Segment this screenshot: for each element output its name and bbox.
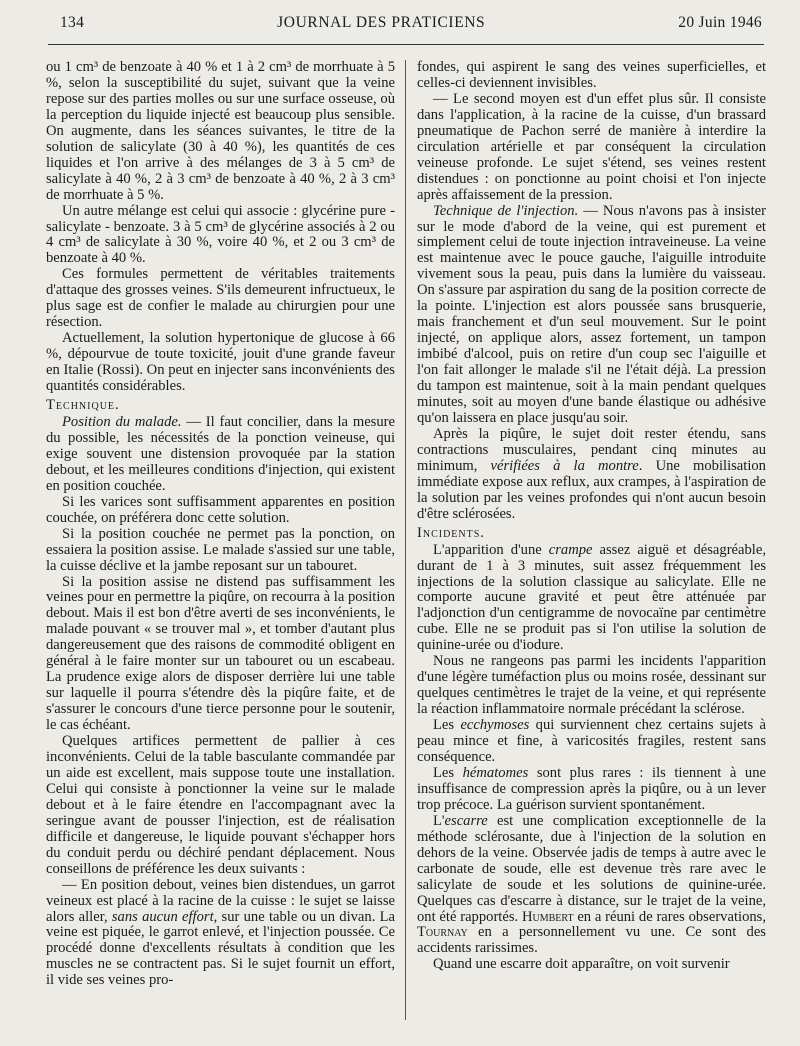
subheading-injection: Technique de l'injection. xyxy=(433,202,579,219)
paragraph-text: en a réuni de rares observations, xyxy=(573,908,766,925)
emphasis: ecchymoses xyxy=(460,717,530,734)
paragraph-text: L'apparition d'une xyxy=(433,541,549,558)
paragraph xyxy=(417,718,766,766)
paragraph: Nous ne rangeons pas parmi les incidents l'apparition d'une légère tuméfaction plus ou moins rosée, dessinant sur quelques centimètres le trajet de la veine, et qui représente la réaction inflammatoire normale précédant la sclérose. xyxy=(417,653,766,718)
paragraph xyxy=(417,427,766,523)
paragraph: fondes, qui aspirent le sang des veines superficielles, et celles-ci deviennent invisibles. xyxy=(417,59,766,91)
paragraph-text: — En position debout, veines bien distendues, un garrot veineux est placé à la racine de la cuisse : le sujet se laisse alors aller, xyxy=(46,876,395,925)
paragraph-text: est une complication exceptionnelle de la méthode sclérosante, due à l'injection de la solution en dehors de la veine. Observée jadis de temps à autre avec le carbonate de soude, elle est devenue très rare avec le salicylate de soude et les solutions de quinine-urée. Quelques cas d'escarre à distance, sur le trajet de la veine, ont été rapportés. xyxy=(417,812,766,925)
paragraph-text: qui surviennent chez certains sujets à peau mince et fine, à varicosités fragiles, restent sans conséquence. xyxy=(417,717,766,765)
paragraph xyxy=(46,415,395,495)
emphasis: sans aucun effort xyxy=(111,908,214,925)
paragraph-text: Après la piqûre, le sujet doit rester étendu, sans contractions musculaires, pendant cinq minutes au minimum, xyxy=(417,425,766,474)
paragraph: Si les varices sont suffisamment apparentes en position couchée, on préférera donc cette solution. xyxy=(46,493,395,526)
emphasis: hématomes xyxy=(462,764,529,781)
paragraph: Si la position couchée ne permet pas la ponction, on essaiera la position assise. Le malade s'assied sur une table, la cuisse déclive et la jambe reposant sur un tabouret. xyxy=(46,525,395,574)
paragraph-text: . Une mobilisation immédiate expose aux reflux, aux crampes, à l'aspiration de la solution par les veines profondes qui n'ont aucun besoin d'être sclérosées. xyxy=(417,457,766,522)
paragraph: Ces formules permettent de véritables traitements d'attaque des grosses veines. S'ils demeurent infructueux, le plus sage est de confier le malade au chirurgien pour une résection. xyxy=(46,266,395,331)
paragraph-text: Les xyxy=(433,717,461,734)
left-column xyxy=(46,60,395,989)
paragraph-text: Les xyxy=(433,764,463,781)
journal-title: JOURNAL DES PRATICIENS xyxy=(277,14,486,31)
emphasis: crampe xyxy=(548,541,593,558)
header-rule xyxy=(48,44,764,45)
page-number: 134 xyxy=(60,14,85,31)
paragraph-text: , sur une table ou un divan. La veine est piquée, le garrot enlevé, et l'injection poussée. Ce procédé donne d'excellents résultats à condition que les muscles ne se contractent pas. Si le sujet fournit un effort, il vide ses veines pro- xyxy=(46,908,395,989)
paragraph xyxy=(417,814,766,958)
paragraph: Un autre mélange est celui qui associe : glycérine pure - salicylate - benzoate. 3 à 5 cm³ de glycérine associés à 2 ou 4 cm³ de salicylate à 30 %, voire 40 %, et 2 ou 3 cm³ de benzoate à 40 %. xyxy=(46,202,395,267)
paragraph: Si la position assise ne distend pas suffisamment les veines pour en permettre la piqûre, on recourra à la position debout. Mais il est bon d'être averti de ses inconvénients, le malade pouvant « se trouver mal », et tomber d'autant plus dangereusement que des raisons de commodité obligent en général à le faire monter sur un tabouret ou un escabeau. La prudence exige alors de disposer derrière lui une table sur laquelle il pourra s'étendre dès la piqûre faite, et de s'assurer le concours d'une tierce personne pour le soutenir, le cas échéant. xyxy=(46,573,395,734)
author-name: Humbert xyxy=(521,908,574,925)
issue-date: 20 Juin 1946 xyxy=(678,14,762,31)
emphasis: escarre xyxy=(444,812,488,829)
paragraph xyxy=(417,766,766,814)
paragraph: — Le second moyen est d'un effet plus sûr. Il consiste dans l'application, à la racine de la cuisse, d'un brassard pneumatique de Pachon serré de manière à interdire la circulation artérielle et par conséquent la circulation veineuse profonde. Le sujet s'étend, ses veines restent distendues : on ponctionne au point choisi et l'on injecte après affaissement de la pression. xyxy=(417,90,766,203)
section-heading-incidents: Incidents. xyxy=(417,524,485,541)
paragraph-text: en a personnellement vu une. Ce sont des accidents rarissimes. xyxy=(417,924,766,957)
paragraph xyxy=(417,204,766,427)
paragraph-text: — Nous n'avons pas à insister sur le mode d'abord de la veine, qui est purement et simplement celui de toute injection intraveineuse. La veine est maintenue avec le pouce gauche, l'aiguille introduite vivement sous la peau, puis dans la lumière du vaisseau. On s'assure par aspiration du sang de la position correcte de la pointe. L'injection est alors poussée sans brusquerie, mais franchement et d'un seul mouvement. Sur le point injecté, on applique alors, assez fortement, un tampon imbibé d'alcool, puis on retire d'un coup sec l'aiguille et l'on fait allonger le malade s'il ne l'était déjà. La pression du tampon est maintenue, soit à la main pendant quelques minutes, soit au moyen d'une bande élastique ou adhésive qu'on laissera en place jusqu'au soir. xyxy=(417,202,766,426)
subheading-position: Position du malade. xyxy=(62,413,182,430)
paragraph: Quand une escarre doit apparaître, on voit survenir xyxy=(433,956,730,973)
right-column xyxy=(417,60,766,973)
section-heading-technique: Technique. xyxy=(46,397,120,414)
emphasis: vérifiées à la montre xyxy=(490,457,639,474)
running-header xyxy=(60,14,762,40)
column-divider xyxy=(405,60,406,1020)
paragraph-text: assez aiguë et désagréable, durant de 1 à 3 minutes, suit assez fréquemment les injections de la solution classique au salicylate. Elle ne comporte aucune gravité et peut être atténuée par l'adjonction d'un centigramme de novocaïne par centimètre cube. Elle ne se produit pas si l'on utilise la solution de quinine-urée ou d'iodure. xyxy=(417,541,766,654)
paragraph: Quelques artifices permettent de pallier à ces inconvénients. Celui de la table basculante commandée par un aide est excellent, mais suppose toute une installation. Celui qui consiste à ponctionner la veine sur le malade debout et à le faire étendre en l'accompagnant avec la seringue avant de pousser l'injection, est de réalisation difficile et dangereuse, le liquide pouvant s'échapper hors du conduit perdu ou déchiré pendant déplacement. Nous conseillons de préférence les deux suivants : xyxy=(46,733,395,877)
paragraph-text: — Il faut concilier, dans la mesure du possible, les nécessités de la ponction veineuse, qui exige souvent une distension provoquée par la station debout, et les meilleures conditions d'injection, qui existent en position couchée. xyxy=(46,413,395,494)
author-name: Tournay xyxy=(417,924,468,941)
paragraph-text: sont plus rares : ils tiennent à une insuffisance de compression après la piqûre, ou à un lever trop précoce. La guérison survient spontanément. xyxy=(417,764,766,813)
paragraph-text: L' xyxy=(433,812,445,829)
paragraph xyxy=(46,878,395,990)
paragraph: Actuellement, la solution hypertonique de glucose à 66 %, dépourvue de toute toxicité, jouit d'une grande faveur en Italie (Rossi). On peut en injecter sans inconvénients des quantités considérables. xyxy=(46,330,395,395)
paragraph xyxy=(417,543,766,655)
paragraph: ou 1 cm³ de benzoate à 40 % et 1 à 2 cm³ de morrhuate à 5 %, selon la susceptibilité du sujet, suivant que la veine repose sur des parties molles ou sur une surface osseuse, où la perception du liquide injecté est beaucoup plus sensible. On augmente, dans les séances suivantes, le titre de la solution de salicylate (30 à 40 %), les quantités de ces liquides et l'on arrive à des mélanges de 3 à 5 cm³ de salicylate à 40 %, 2 à 3 cm³ de benzoate à 40 %, 2 à 3 cm³ de morrhuate à 5 %. xyxy=(46,59,395,203)
